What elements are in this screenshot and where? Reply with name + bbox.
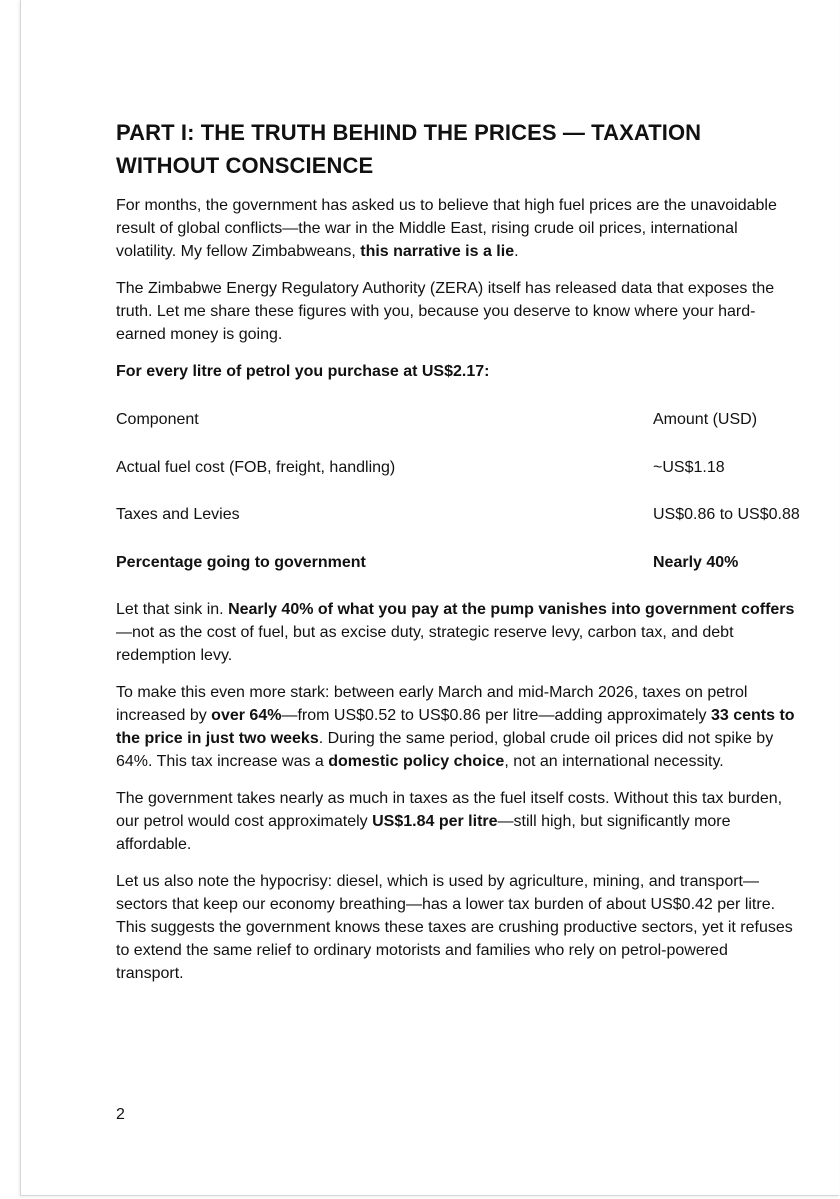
row-amount: ~US$1.18: [653, 458, 725, 476]
text-span: —still high, but significantly more affordable.: [116, 813, 731, 853]
bold-span: US$1.84 per litre: [372, 813, 498, 830]
section-heading: [116, 116, 796, 182]
text-span: . During the same period, global crude oil prices did not spike by 64%. This tax increase was a: [116, 730, 774, 770]
page-number: 2: [116, 1106, 125, 1123]
zera-paragraph: The Zimbabwe Energy Regulatory Authority (ZERA) itself has released data that exposes the truth. Let me share these figures with you, because you deserve to know where your hard-earned money is going.: [116, 280, 775, 343]
text-span: Let that sink in.: [116, 601, 229, 618]
row-component: Actual fuel cost (FOB, freight, handling): [116, 458, 396, 476]
intro-end: .: [514, 243, 519, 260]
text-span: The government takes nearly as much in taxes as the fuel itself costs. Without this tax burden, our petrol would cost approximately: [116, 790, 783, 830]
intro-paragraph: [116, 194, 796, 263]
tax-burden-paragraph: [116, 787, 796, 856]
table-row: [116, 506, 806, 554]
stark-paragraph: [116, 681, 796, 773]
text-span: —not as the cost of fuel, but as excise duty, strategic reserve levy, carbon tax, and debt redemption levy.: [116, 624, 734, 664]
heading-line-2: WITHOUT CONSCIENCE: [116, 153, 374, 178]
bold-span: Nearly 40% of what you pay at the pump vanishes into government coffers: [228, 601, 795, 618]
page-content: [116, 116, 800, 985]
bold-span: over 64%: [211, 707, 282, 724]
text-span: , not an international necessity.: [504, 753, 724, 770]
document-page: [20, 0, 839, 1196]
table-title: For every litre of petrol you purchase at US$2.17:: [116, 363, 490, 380]
fuel-cost-table: [116, 411, 806, 601]
total-amount: Nearly 40%: [653, 553, 739, 571]
sink-in-paragraph: [116, 598, 796, 667]
bold-span: domestic policy choice: [328, 753, 505, 770]
text-span: To make this even more stark: between early March and mid-March 2026, taxes on petrol increased by: [116, 684, 748, 724]
row-amount: US$0.86 to US$0.88: [653, 506, 800, 523]
table-header-row: [116, 411, 806, 459]
table-total-row: [116, 554, 806, 602]
text-span: —from US$0.52 to US$0.86 per litre—adding approximately: [281, 707, 711, 724]
intro-text: For months, the government has asked us to believe that high fuel prices are the unavoidable result of global conflicts—the war in the Middle East, rising crude oil prices, international volatility. My fellow Zimbabweans,: [116, 197, 777, 260]
total-label: Percentage going to government: [116, 553, 366, 571]
row-component: Taxes and Levies: [116, 506, 240, 523]
hypocrisy-paragraph: Let us also note the hypocrisy: diesel, which is used by agriculture, mining, and transport—sectors that keep our economy breathing—has a lower tax burden of about US$0.42 per litre. This suggests the government knows these taxes are crushing productive sectors, yet it refuses to extend the same relief to ordinary motorists and families who rely on petrol-powered transport.: [116, 873, 793, 982]
header-component: Component: [116, 411, 199, 428]
table-row: [116, 459, 806, 507]
heading-line-1: PART I: THE TRUTH BEHIND THE PRICES — TAXATION: [116, 120, 702, 145]
bold-span: 33 cents to the price in just two weeks: [116, 707, 795, 747]
intro-emphasis: this narrative is a lie: [360, 243, 515, 260]
header-amount: Amount (USD): [653, 411, 758, 428]
